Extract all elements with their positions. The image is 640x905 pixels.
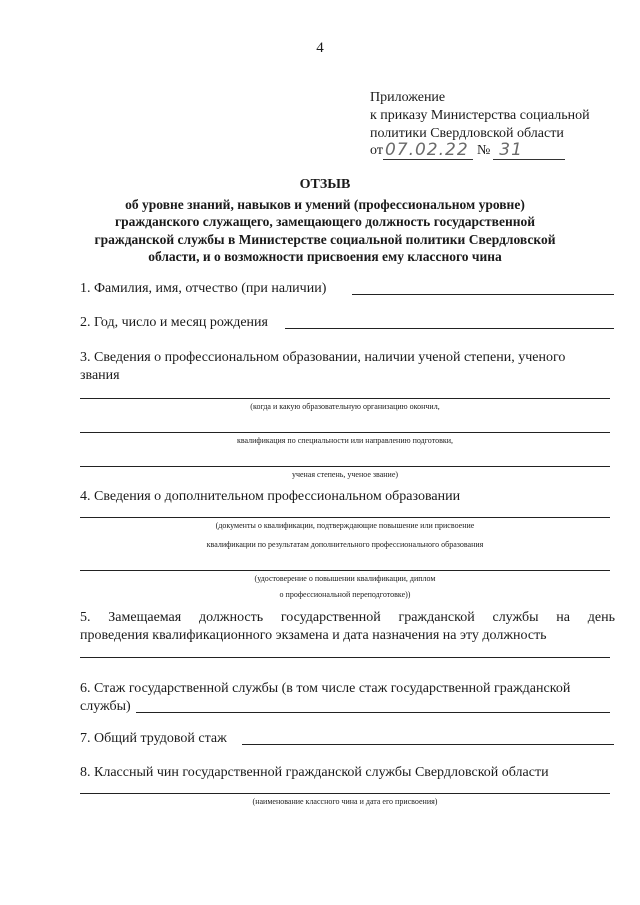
additional-education-field-line-1[interactable] [80,517,610,518]
birth-date-field-line[interactable] [285,328,614,329]
subtitle-line: гражданского служащего, замещающего должность государственной [114,214,536,230]
appendix-order-line: к приказу Министерства социальной [370,108,590,123]
additional-education-caption-1: (документы о квалификации, подтверждающие повышение или присвоение [215,521,475,530]
item-civil-service-length-label-1: 6. Стаж государственной службы (в том числе стаж государственной гражданской [80,681,571,696]
class-rank-caption: (наименование классного чина и дата его присвоения) [252,797,438,806]
item-position-label-2: проведения квалификационного экзамена и дата назначения на эту должность [80,628,547,643]
handwritten-number: 31 [493,141,565,160]
item-civil-service-length-label-2: службы) [80,699,131,714]
education-field-line-2[interactable] [80,432,610,433]
class-rank-field-line[interactable] [80,793,610,794]
document-subtitle [70,196,580,265]
item-position-label-1: 5. Замещаемая должность государственной гражданской службы на день [80,610,615,625]
handwritten-date: 07.02.22 [383,141,473,160]
additional-education-field-line-2[interactable] [80,570,610,571]
appendix-date-number-line [370,141,565,160]
education-field-line-1[interactable] [80,398,610,399]
total-work-length-field-line[interactable] [242,744,614,745]
number-sign: № [476,143,491,158]
position-field-line[interactable] [80,657,610,658]
document-title: ОТЗЫВ [299,177,351,192]
subtitle-line: области, и о возможности присвоения ему классного чина [148,248,502,264]
additional-education-caption-2: квалификации по результатам дополнительного профессионального образования [206,540,484,549]
subtitle-line: гражданской службы в Министерстве социальной политики Свердловской [94,231,556,247]
civil-service-length-field-line[interactable] [136,712,610,713]
item-total-work-length-label: 7. Общий трудовой стаж [80,731,227,746]
item-education-label-1: 3. Сведения о профессиональном образовании, наличии ученой степени, ученого [80,350,566,365]
item-class-rank-label: 8. Классный чин государственной гражданской службы Свердловской области [80,765,549,780]
education-caption-2: квалификация по специальности или направлению подготовки, [236,436,454,445]
full-name-field-line[interactable] [352,294,614,295]
item-full-name-label: 1. Фамилия, имя, отчество (при наличии) [80,281,327,296]
subtitle-line: об уровне знаний, навыков и умений (профессиональном уровне) [125,197,525,212]
item-birth-date-label: 2. Год, число и месяц рождения [80,315,268,330]
page-number: 4 [316,40,324,56]
education-caption-1: (когда и какую образовательную организацию окончил, [250,402,440,411]
additional-education-caption-3: (удостоверение о повышении квалификации, диплом [254,574,436,583]
item-education-label-2: звания [80,368,120,383]
education-caption-3: ученая степень, ученое звание) [291,470,399,479]
education-field-line-3[interactable] [80,466,610,467]
date-prefix: от [370,143,383,158]
appendix-ministry-line: политики Свердловской области [370,126,564,141]
item-additional-education-label: 4. Сведения о дополнительном профессиональном образовании [80,489,461,504]
appendix-label: Приложение [370,90,446,105]
additional-education-caption-4: о профессиональной переподготовке)) [279,590,411,599]
